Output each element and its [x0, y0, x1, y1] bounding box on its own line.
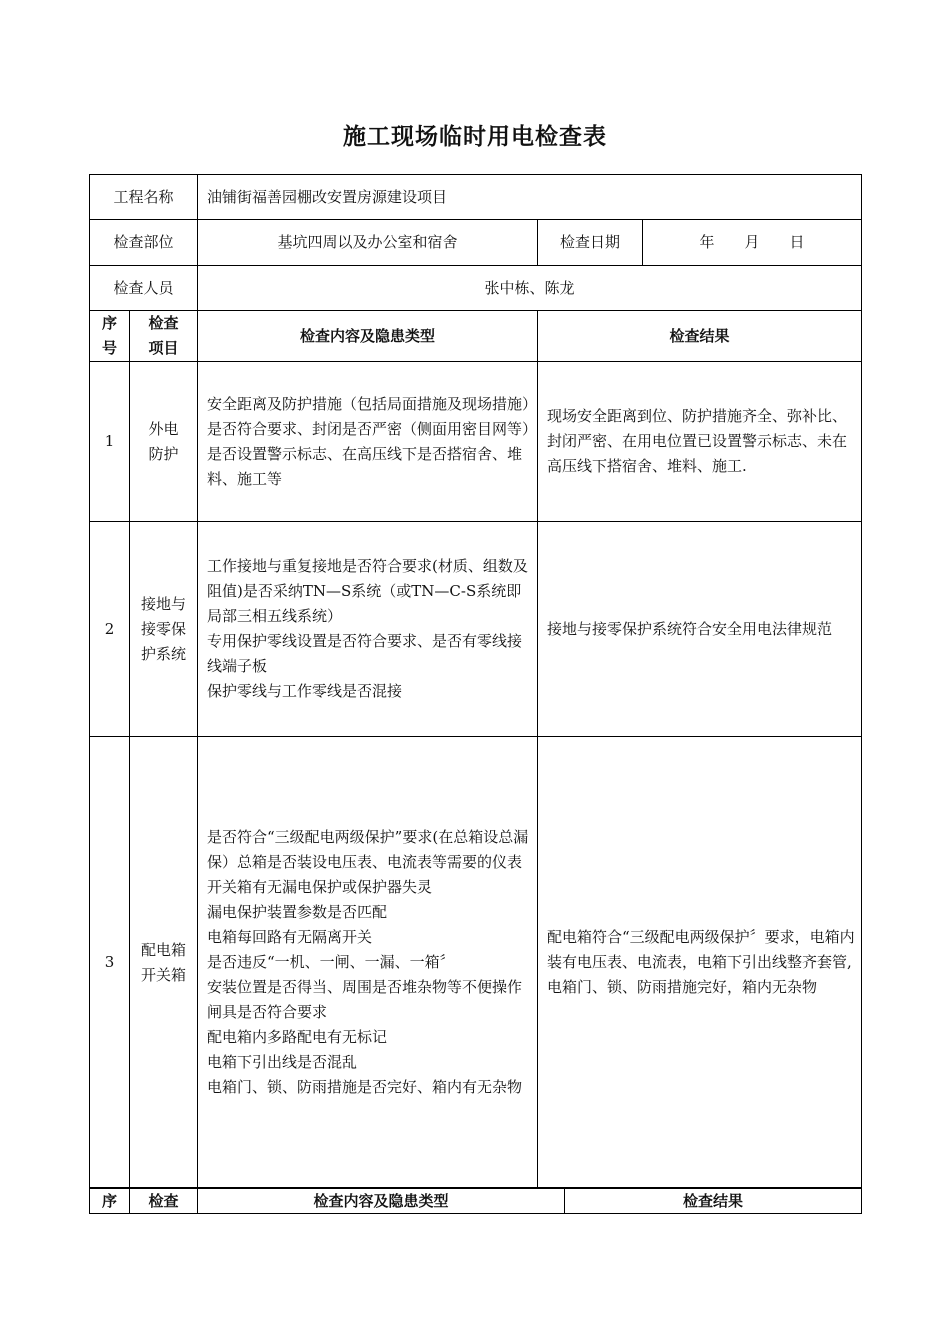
table-row [90, 362, 862, 522]
table-row [90, 737, 862, 1189]
content-line: 开关箱有无漏电保护或保护器失灵 [207, 878, 433, 896]
content-line: 是否符合要求、封闭是否严密（侧面用密目网等） [207, 419, 538, 438]
content-line: 电箱门、锁、防雨措施是否完好、箱内有无杂物 [207, 1078, 523, 1096]
header-result: 检查结果 [565, 1188, 862, 1214]
project-value: 油铺街福善园棚改安置房源建设项目 [198, 175, 862, 220]
date-value: 年 月 日 [643, 220, 862, 266]
row-content [198, 737, 538, 1189]
header-item: 检查 [130, 1188, 198, 1214]
content-line: 电箱每回路有无隔离开关 [207, 928, 373, 946]
content-line: 闸具是否符合要求 [207, 1003, 328, 1021]
date-label: 检查日期 [538, 220, 643, 266]
inspector-value: 张中栋、陈龙 [198, 266, 862, 311]
row-content [198, 522, 538, 737]
content-line: 电箱下引出线是否混乱 [207, 1053, 358, 1071]
column-header-row [90, 311, 862, 362]
page-title: 施工现场临时用电检查表 [343, 124, 607, 150]
header-content: 检查内容及隐患类型 [198, 311, 538, 362]
project-label: 工程名称 [90, 175, 198, 220]
inspection-table [89, 174, 862, 1189]
row-seq: 1 [90, 362, 130, 522]
content-line: 专用保护零线设置是否符合要求、是否有零线接线端子板 [207, 632, 523, 675]
location-row [90, 220, 862, 266]
column-header-row [90, 1188, 862, 1214]
row-item: 外电 防护 [130, 362, 198, 522]
header-content: 检查内容及隐患类型 [198, 1188, 565, 1214]
content-line: 安装位置是否得当、周围是否堆杂物等不便操作 [207, 978, 523, 996]
row-result: 配电箱符合“三级配电两级保护〞要求，电箱内装有电压表、电流表，电箱下引出线整齐套管,电箱门、锁、防雨措施完好，箱内无杂物 [538, 737, 862, 1189]
location-label: 检查部位 [90, 220, 198, 266]
row-result: 现场安全距离到位、防护措施齐全、弥补比、封闭严密、在用电位置已设置警示标志、未在高压线下搭宿舍、堆料、施工. [538, 362, 862, 522]
inspector-row [90, 266, 862, 311]
content-line: 安全距离及防护措施（包括局面措施及现场措施） [207, 394, 538, 413]
row-seq: 2 [90, 522, 130, 737]
header-result: 检查结果 [538, 311, 862, 362]
header-item: 检查 项目 [130, 311, 198, 362]
project-row [90, 175, 862, 220]
content-line: 工作接地与重复接地是否符合要求(材质、组数及阻值)是否采纳TN—S系统（或TN—C-S系统即局部三相五线系统） [207, 557, 528, 625]
row-seq: 3 [90, 737, 130, 1189]
content-line: 漏电保护装置参数是否匹配 [207, 903, 388, 921]
content-line: 是否设置警示标志、在高压线下是否搭宿舍、堆料、施工等 [207, 444, 523, 488]
row-content [198, 362, 538, 522]
inspector-label: 检查人员 [90, 266, 198, 311]
location-value: 基坑四周以及办公室和宿舍 [198, 220, 538, 266]
header-seq: 序 [90, 1188, 130, 1214]
row-item: 接地与 接零保 护系统 [130, 522, 198, 737]
row-result: 接地与接零保护系统符合安全用电法律规范 [538, 522, 862, 737]
content-line: 是否符合“三级配电两级保护”要求(在总箱设总漏保）总箱是否装设电压表、电流表等需要的仪表 [207, 828, 529, 871]
continuation-header-table [89, 1187, 862, 1214]
row-item: 配电箱 开关箱 [130, 737, 198, 1189]
header-seq: 序 号 [90, 311, 130, 362]
content-line: 是否违反“一机、一闸、一漏、一箱〞 [207, 953, 455, 971]
content-line: 配电箱内多路配电有无标记 [207, 1028, 388, 1046]
content-line: 保护零线与工作零线是否混接 [207, 682, 403, 700]
table-row [90, 522, 862, 737]
